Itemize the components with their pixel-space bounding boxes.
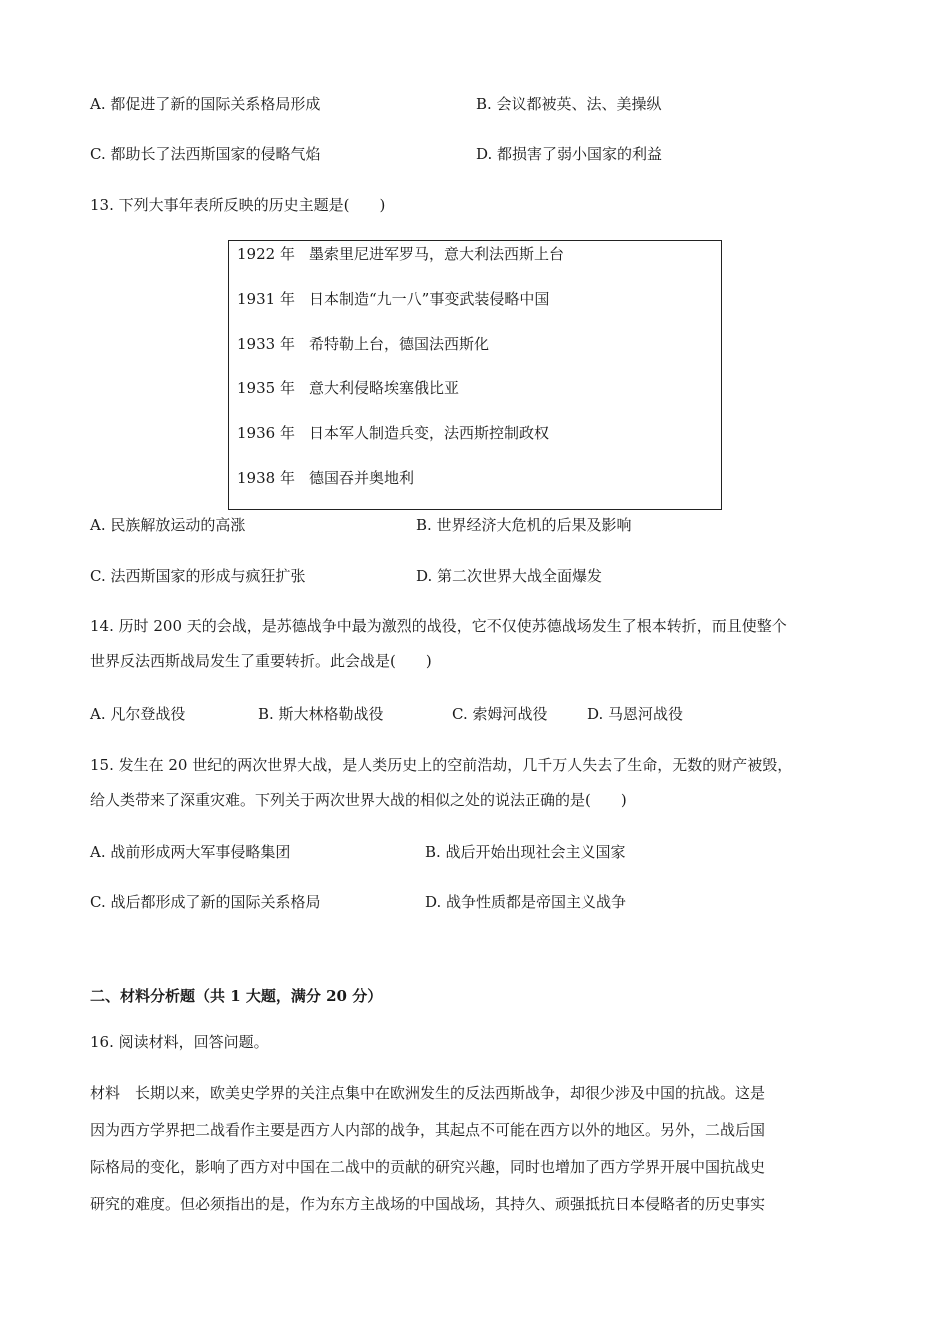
q16-material-line: 材料 长期以来，欧美史学界的关注点集中在欧洲发生的反法西斯战争，却很少涉及中国的抗战。这是 xyxy=(90,1084,766,1102)
q12-option-b: B. 会议都被英、法、美操纵 xyxy=(476,95,662,113)
q13-option-a: A. 民族解放运动的高涨 xyxy=(90,516,246,534)
timeline-year: 1935 年 xyxy=(237,379,295,397)
q15-stem-line: 给人类带来了深重灾难。下列关于两次世界大战的相似之处的说法正确的是( ) xyxy=(90,791,627,809)
q13-option-b: B. 世界经济大危机的后果及影响 xyxy=(416,516,632,534)
timeline-year: 1936 年 xyxy=(237,424,295,442)
timeline-row xyxy=(237,333,489,355)
section-title: 二、材料分析题（共 1 大题，满分 20 分） xyxy=(90,987,383,1005)
q14-option-b: B. 斯大林格勒战役 xyxy=(258,705,384,723)
q15-option-c: C. 战后都形成了新的国际关系格局 xyxy=(90,893,321,911)
q14-option-c: C. 索姆河战役 xyxy=(452,705,548,723)
q13-option-d: D. 第二次世界大战全面爆发 xyxy=(416,567,603,585)
q15-option-b: B. 战后开始出现社会主义国家 xyxy=(425,843,626,861)
timeline-row xyxy=(237,288,549,310)
q12-option-d: D. 都损害了弱小国家的利益 xyxy=(476,145,663,163)
q15-stem-line: 15. 发生在 20 世纪的两次世界大战，是人类历史上的空前浩劫，几千万人失去了生命，无数的财产被毁， xyxy=(90,756,793,774)
q14-stem xyxy=(90,609,868,679)
q13-stem: 13. 下列大事年表所反映的历史主题是( ) xyxy=(90,196,386,214)
q16-stem: 16. 阅读材料，回答问题。 xyxy=(90,1033,269,1051)
q12-option-c: C. 都助长了法西斯国家的侵略气焰 xyxy=(90,145,321,163)
q15-option-d: D. 战争性质都是帝国主义战争 xyxy=(425,893,627,911)
q15-option-a: A. 战前形成两大军事侵略集团 xyxy=(90,843,291,861)
q14-option-d: D. 马恩河战役 xyxy=(587,705,684,723)
q12-option-a: A. 都促进了新的国际关系格局形成 xyxy=(90,95,321,113)
timeline-event: 希特勒上台，德国法西斯化 xyxy=(309,335,490,353)
timeline-year: 1922 年 xyxy=(237,245,295,263)
timeline-event: 墨索里尼进军罗马，意大利法西斯上台 xyxy=(309,245,565,263)
timeline-row xyxy=(237,467,414,489)
q14-stem-line: 14. 历时 200 天的会战，是苏德战争中最为激烈的战役，它不仅使苏德战场发生了根本转折，而且使整个 xyxy=(90,617,787,635)
timeline-row xyxy=(237,422,549,444)
timeline-year: 1933 年 xyxy=(237,335,295,353)
q14-option-a: A. 凡尔登战役 xyxy=(90,705,186,723)
timeline-event: 德国吞并奥地利 xyxy=(309,469,415,487)
timeline-row xyxy=(237,243,564,265)
timeline-row xyxy=(237,377,459,399)
q15-stem xyxy=(90,748,868,818)
q13-option-c: C. 法西斯国家的形成与疯狂扩张 xyxy=(90,567,306,585)
timeline-year: 1931 年 xyxy=(237,290,295,308)
q16-material-line: 因为西方学界把二战看作主要是西方人内部的战争，其起点不可能在西方以外的地区。另外，二战后国 xyxy=(90,1121,766,1139)
timeline-event: 日本制造“九一八”事变武装侵略中国 xyxy=(309,290,550,308)
q16-material xyxy=(90,1075,868,1223)
timeline-event: 意大利侵略埃塞俄比亚 xyxy=(309,379,460,397)
q16-material-line: 际格局的变化，影响了西方对中国在二战中的贡献的研究兴趣，同时也增加了西方学界开展中国抗战史 xyxy=(90,1158,766,1176)
q16-material-line: 研究的难度。但必须指出的是，作为东方主战场的中国战场，其持久、顽强抵抗日本侵略者的历史事实 xyxy=(90,1195,766,1213)
timeline-event: 日本军人制造兵变，法西斯控制政权 xyxy=(309,424,550,442)
q14-stem-line: 世界反法西斯战局发生了重要转折。此会战是( ) xyxy=(90,652,432,670)
q13-timeline-table xyxy=(228,240,722,510)
timeline-year: 1938 年 xyxy=(237,469,295,487)
